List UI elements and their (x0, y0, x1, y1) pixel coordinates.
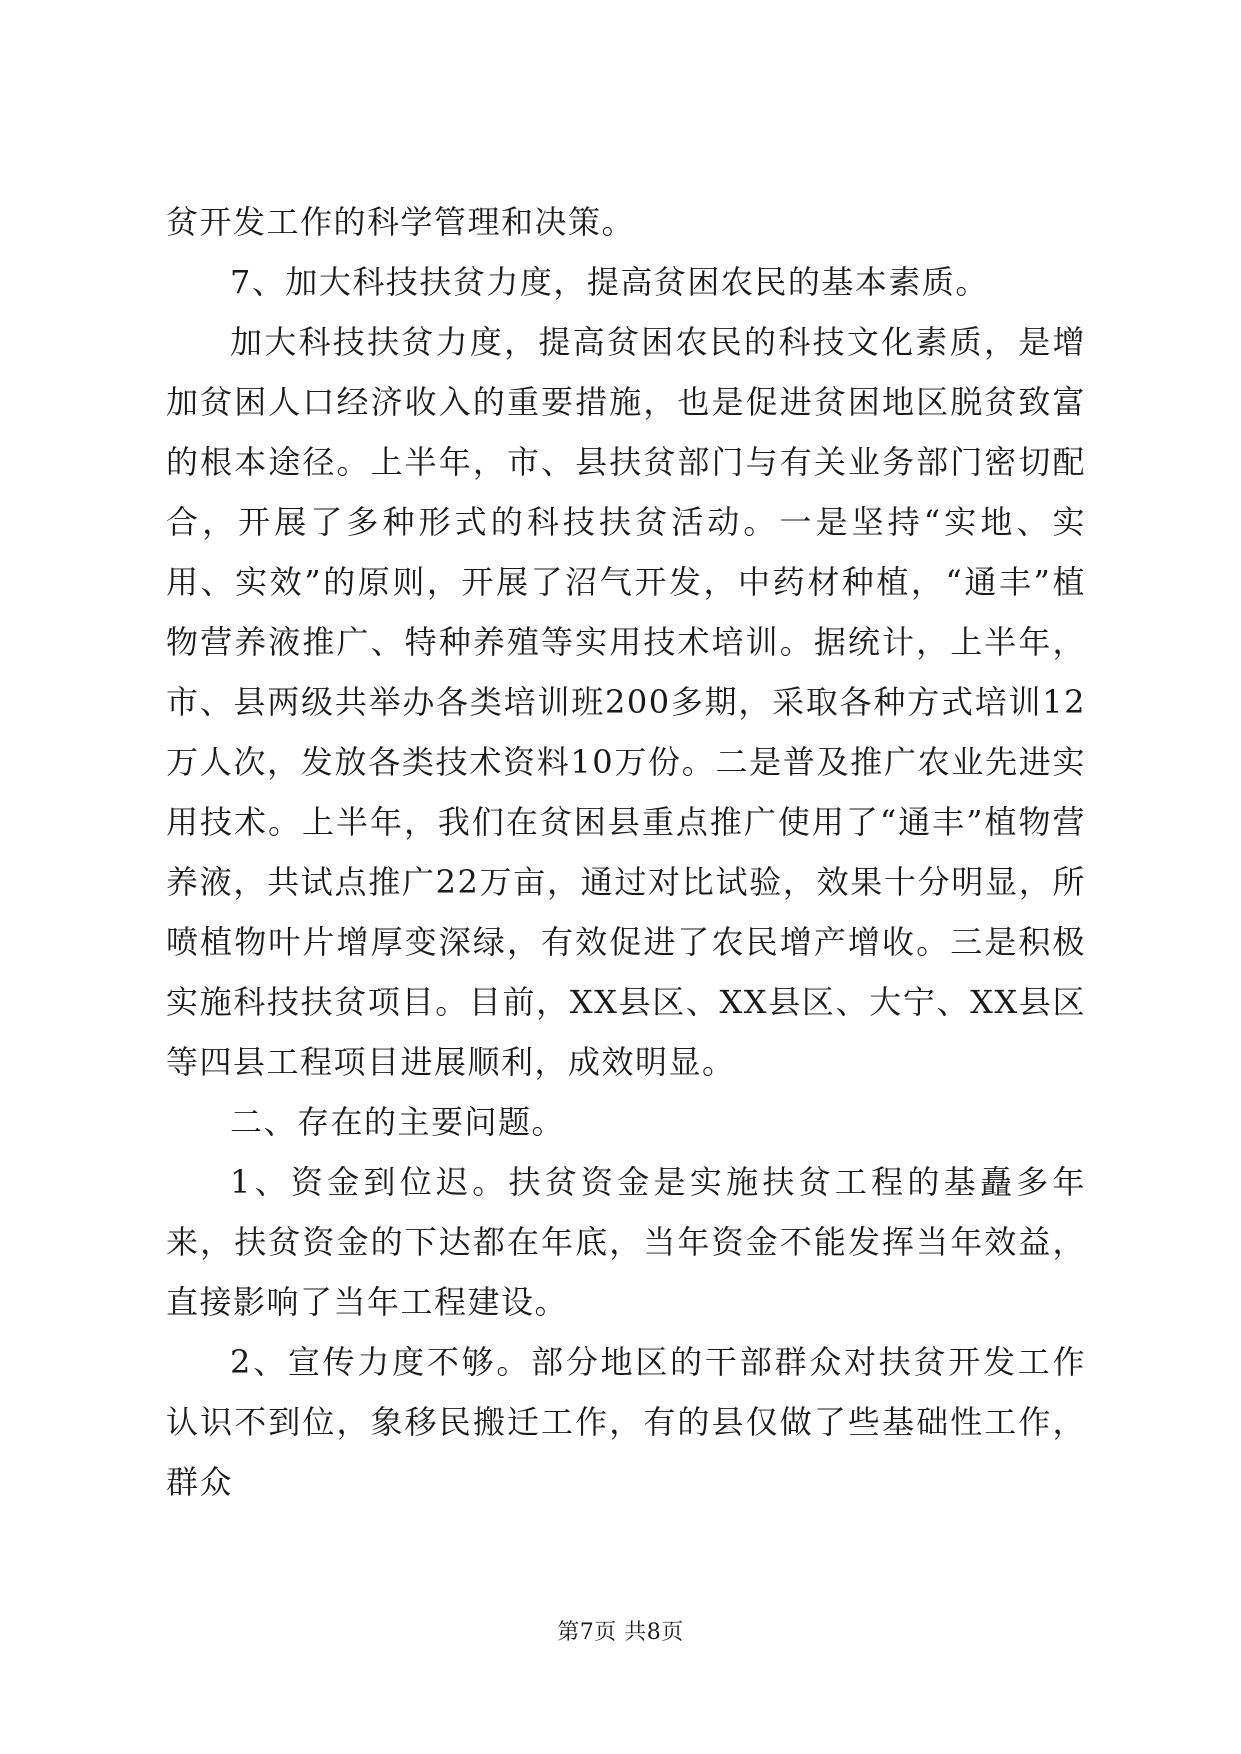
section-heading-problems: 二、存在的主要问题。 (230, 1103, 566, 1141)
paragraph-tech-poverty: 加大科技扶贫力度，提高贫困农民的科技文化素质，是增加贫困人口经济收入的重要措施，也是促进贫困地区脱贫致富的根本途径。上半年，市、县扶贫部门与有关业务部门密切配合，开展了多种形式的科技扶贫活动。一是坚持“实地、实用、实效”的原则，开展了沼气开发，中药材种植，“通丰”植物营养液推广、特种养殖等实用技术培训。据统计，上半年，市、县两级共举办各类培训班200多期，采取各种方式培训12万人次，发放各类技术资料10万份。二是普及推广农业先进实用技术。上半年，我们在贫困县重点推广使用了“通丰”植物营养液，共试点推广22万亩，通过对比试验，效果十分明显，所喷植物叶片增厚变深绿，有效促进了农民增产增收。三是积极实施科技扶贫项目。目前，XX县区、XX县区、大宁、XX县区等四县工程项目进展顺利，成效明显。 (166, 323, 1086, 1081)
paragraph-problem-2: 2、宣传力度不够。部分地区的干部群众对扶贫开发工作认识不到位，象移民搬迁工作，有的县仅做了些基础性工作，群众 (166, 1343, 1086, 1501)
page-footer: 第7页 共8页 (557, 1620, 684, 1645)
document-body (166, 192, 1086, 1512)
paragraph-problem-1: 1、资金到位迟。扶贫资金是实施扶贫工程的基矗多年来，扶贫资金的下达都在年底，当年资金不能发挥当年效益，直接影响了当年工程建设。 (166, 1163, 1086, 1321)
paragraph-continuation: 贫开发工作的科学管理和决策。 (166, 203, 636, 241)
paragraph-heading-7: 7、加大科技扶贫力度，提高贫困农民的基本素质。 (230, 263, 989, 301)
